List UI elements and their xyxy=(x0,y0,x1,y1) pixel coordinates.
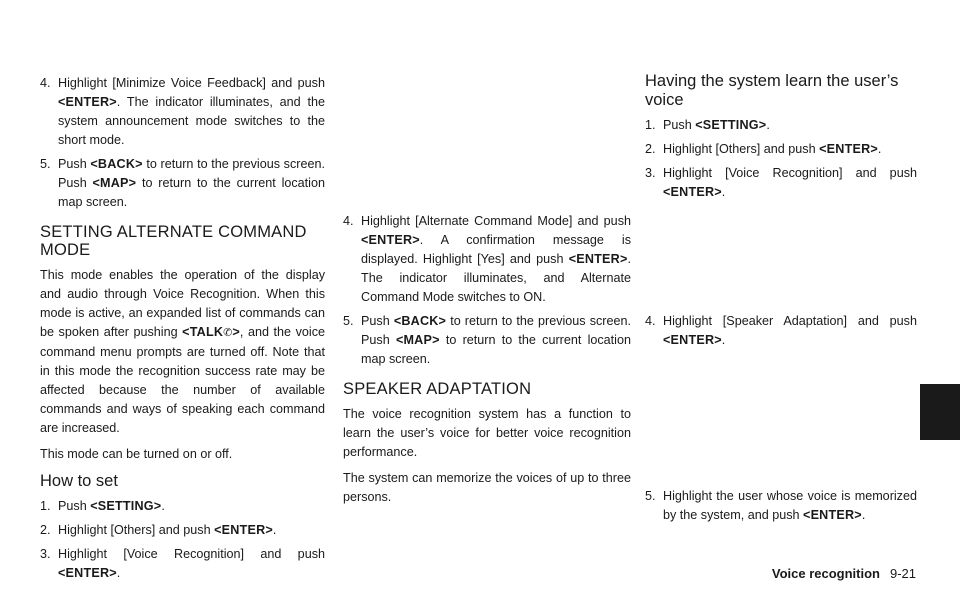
list-item: 5. Push <BACK> to return to the previous screen. Push <MAP> to return to the current location map screen. xyxy=(343,314,631,366)
list-item: 4. Highlight [Speaker Adaptation] and push <ENTER>. xyxy=(645,314,917,347)
section-title: SPEAKER ADAPTATION xyxy=(343,380,532,398)
step-4-block xyxy=(645,312,917,355)
column-left xyxy=(40,74,325,588)
page-footer xyxy=(772,566,916,581)
top-block xyxy=(645,72,917,207)
step-5-block xyxy=(645,487,917,530)
paragraph: This mode enables the operation of the display and audio through Voice Recognition. When this mode is active, an expanded list of commands can be spoken after pushing <TALK✆>, and the voice command menu prompts are turned off. Note that in this mode the recognition success rate may be affected because the number of available commands and ways of speaking each command are increased. xyxy=(40,268,325,435)
list-item: 3. Highlight [Voice Recognition] and push <ENTER>. xyxy=(645,166,917,199)
paragraph: This mode can be turned on or off. xyxy=(40,447,233,461)
steps-block xyxy=(343,212,631,514)
list-item: 5. Push <BACK> to return to the previous screen. Push <MAP> to return to the current location map screen. xyxy=(40,157,325,209)
paragraph: The voice recognition system has a function to learn the user’s voice for better voice recognition performance. xyxy=(343,407,631,459)
section-title: SETTING ALTERNATE COMMAND MODE xyxy=(40,223,307,259)
list-item: 1. Push <SETTING>. xyxy=(645,118,770,132)
subsection-title: Having the system learn the user’s voice xyxy=(645,72,899,109)
list-item: 4. Highlight [Minimize Voice Feedback] and push <ENTER>. The indicator illuminates, and the system announcement mode switches to the short mode. xyxy=(40,76,325,147)
list-item: 1. Push <SETTING>. xyxy=(40,499,165,513)
footer-section-name: Voice recognition xyxy=(771,566,880,581)
list-item: 5. Highlight the user whose voice is memorized by the system, and push <ENTER>. xyxy=(645,489,917,522)
list-item: 4. Highlight [Alternate Command Mode] and push <ENTER>. A confirmation message is displayed. Highlight [Yes] and push <ENTER>. The indicator illuminates, and Alternate Command Mode switches to ON. xyxy=(343,214,631,304)
list-item: 2. Highlight [Others] and push <ENTER>. xyxy=(645,142,882,156)
subsection-title: How to set xyxy=(40,472,118,490)
talk-icon: ✆ xyxy=(223,327,233,339)
list-item: 2. Highlight [Others] and push <ENTER>. xyxy=(40,523,277,537)
chapter-tab xyxy=(920,384,960,440)
page-number: 9-21 xyxy=(889,566,916,581)
list-item: 3. Highlight [Voice Recognition] and push <ENTER>. xyxy=(40,547,325,580)
paragraph: The system can memorize the voices of up to three persons. xyxy=(343,471,631,504)
